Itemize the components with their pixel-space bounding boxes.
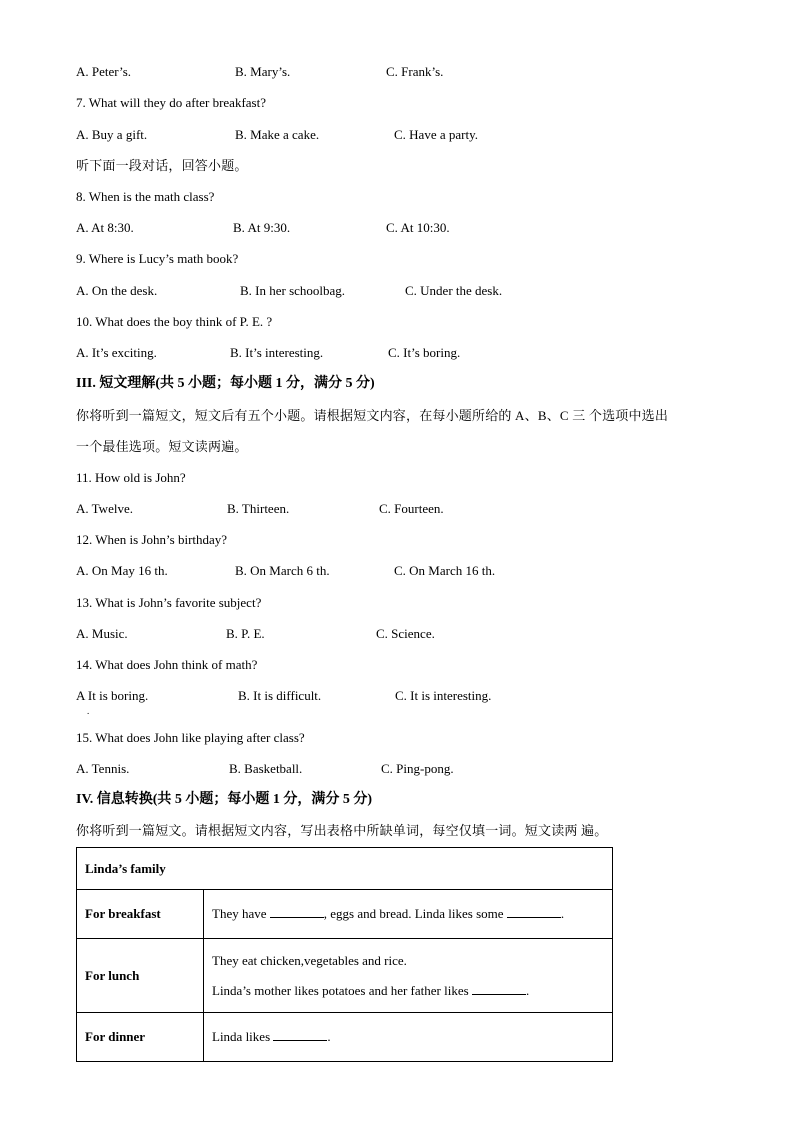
q15-option-c: C. Ping-pong.	[381, 761, 454, 776]
table-row-dinner	[77, 1013, 613, 1062]
q11-options	[76, 501, 676, 517]
q9-option-c: C. Under the desk.	[405, 283, 503, 298]
section-3-instruction-line1: 你将听到一篇短文，短文后有五个小题。请根据短文内容，在每小题所给的 A、B、C 三 个选项中选出	[76, 408, 669, 423]
q8-question: 8. When is the math class?	[76, 189, 215, 204]
table-row-lunch	[77, 939, 613, 1013]
lunch-line-1: They eat chicken,vegetables and rice.	[212, 952, 407, 968]
q14-options	[76, 688, 676, 704]
information-table	[76, 847, 613, 1062]
q8-option-a: A. At 8:30.	[76, 220, 134, 235]
q15-question: 15. What does John like playing after class?	[76, 730, 305, 745]
q13-option-a: A. Music.	[76, 626, 128, 641]
q13-option-c: C. Science.	[376, 626, 435, 641]
q12-option-c: C. On March 16 th.	[394, 563, 496, 578]
breakfast-text-1: They have	[212, 906, 270, 921]
breakfast-text-3: .	[560, 906, 565, 921]
q14-option-a: A It is boring.	[76, 688, 149, 703]
q6-options	[76, 64, 676, 80]
q15-option-a: A. Tennis.	[76, 761, 130, 776]
section-4-instruction: 你将听到一篇短文。请根据短文内容，写出表格中所缺单词，每空仅填一词。短文读两 遍。	[76, 823, 608, 838]
q15-options	[76, 761, 676, 777]
breakfast-blank-1[interactable]	[270, 906, 324, 918]
dinner-text-2: .	[327, 1029, 331, 1044]
q8-options	[76, 220, 676, 236]
q13-options	[76, 626, 676, 642]
q11-option-a: A. Twelve.	[76, 501, 133, 516]
dinner-text-1: Linda likes	[212, 1029, 274, 1044]
dinner-content	[204, 1013, 613, 1062]
q12-question: 12. When is John’s birthday?	[76, 532, 228, 547]
q14-option-b: B. It is difficult.	[238, 688, 322, 703]
q10-option-a: A. It’s exciting.	[76, 345, 157, 360]
lunch-label: For lunch	[77, 939, 204, 1013]
breakfast-content	[204, 890, 613, 939]
stray-dot: .	[87, 706, 90, 716]
q11-option-b: B. Thirteen.	[227, 501, 290, 516]
q10-option-b: B. It’s interesting.	[230, 345, 324, 360]
breakfast-text-2: , eggs and bread. Linda likes some	[323, 906, 507, 921]
q10-option-c: C. It’s boring.	[388, 345, 461, 360]
q12-options	[76, 563, 676, 579]
q9-option-b: B. In her schoolbag.	[240, 283, 346, 298]
q10-question: 10. What does the boy think of P. E. ?	[76, 314, 273, 329]
lunch-line-2-text: Linda’s mother likes potatoes and her father likes	[212, 982, 472, 998]
q6-option-c: C. Frank’s.	[386, 64, 444, 79]
q7-option-a: A. Buy a gift.	[76, 127, 148, 142]
dialog-instruction: 听下面一段对话，回答小题。	[76, 158, 248, 173]
dinner-blank[interactable]	[273, 1029, 327, 1041]
breakfast-blank-2[interactable]	[507, 906, 561, 918]
breakfast-label: For breakfast	[77, 890, 204, 939]
q10-options	[76, 345, 676, 361]
q8-option-c: C. At 10:30.	[386, 220, 450, 235]
q6-option-b: B. Mary’s.	[235, 64, 291, 79]
lunch-line-2	[212, 983, 604, 999]
q15-option-b: B. Basketball.	[229, 761, 303, 776]
lunch-blank[interactable]	[472, 983, 526, 995]
q11-question: 11. How old is John?	[76, 470, 186, 485]
q14-option-c: C. It is interesting.	[395, 688, 492, 703]
table-row-breakfast	[77, 890, 613, 939]
q11-option-c: C. Fourteen.	[379, 501, 444, 516]
q7-options	[76, 127, 676, 143]
q7-question: 7. What will they do after breakfast?	[76, 95, 266, 110]
q13-option-b: B. P. E.	[226, 626, 265, 641]
lunch-content	[204, 939, 613, 1013]
q6-option-a: A. Peter’s.	[76, 64, 132, 79]
q9-question: 9. Where is Lucy’s math book?	[76, 251, 239, 266]
section-3-instruction-line2: 一个最佳选项。短文读两遍。	[76, 439, 248, 454]
q8-option-b: B. At 9:30.	[233, 220, 291, 235]
q7-option-b: B. Make a cake.	[235, 127, 320, 142]
q9-options	[76, 283, 676, 299]
dinner-label: For dinner	[77, 1013, 204, 1062]
q12-option-a: A. On May 16 th.	[76, 563, 168, 578]
q7-option-c: C. Have a party.	[394, 127, 478, 142]
section-3-heading: III. 短文理解(共 5 小题；每小题 1 分，满分 5 分)	[76, 376, 375, 391]
table-title: Linda’s family	[77, 848, 613, 890]
table-row-title	[77, 848, 613, 890]
q13-question: 13. What is John’s favorite subject?	[76, 595, 262, 610]
q9-option-a: A. On the desk.	[76, 283, 158, 298]
q14-question: 14. What does John think of math?	[76, 657, 258, 672]
lunch-line-2-end: .	[525, 982, 530, 998]
section-4-heading: IV. 信息转换(共 5 小题；每小题 1 分，满分 5 分)	[76, 792, 373, 807]
q12-option-b: B. On March 6 th.	[235, 563, 330, 578]
